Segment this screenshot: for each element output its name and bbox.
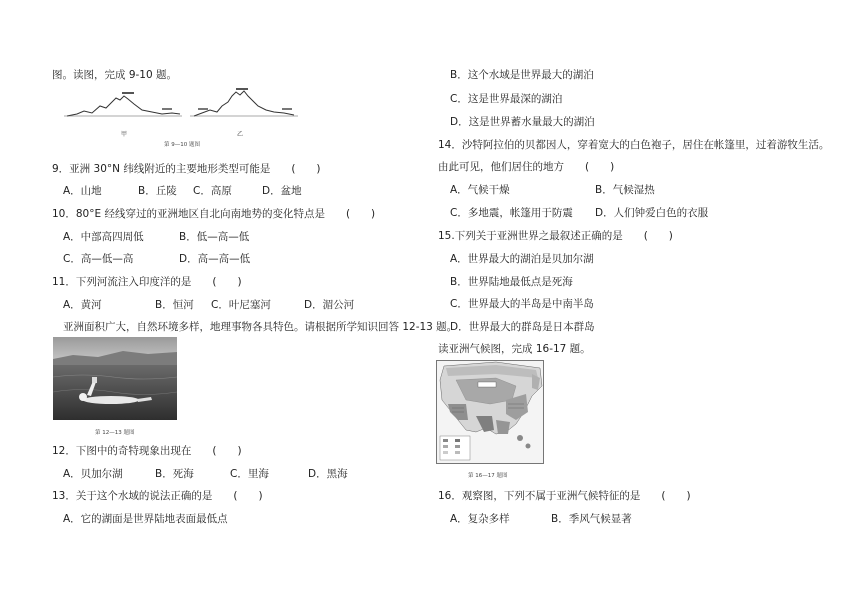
q10-option-c: C．高—低—高 [63,253,134,265]
label-yi: 乙 [237,131,244,138]
q10-option-a: A．中部高四周低 [63,231,144,243]
q11-option-a: A．黄河 [63,299,102,311]
q16-option-b: B．季风气候显著 [551,513,632,525]
q9-option-b: B．丘陵 [138,185,177,197]
figure-caption-16-17: 第 16—17 题图 [468,473,508,479]
q11-stem: 11．下列河流注入印度洋的是 ( ) [52,276,242,288]
q16-stem: 16．观察图，下列不属于亚洲气候特征的是 ( ) [438,490,691,502]
q11-option-d: D．湄公河 [304,299,355,311]
intro-9-10: 图。读图，完成 9-10 题。 [52,69,178,81]
q12-option-a: A．贝加尔湖 [63,468,123,480]
floating-person-photo [53,337,177,420]
q15-option-d: D．世界最大的群岛是日本群岛 [450,321,595,333]
q10-option-d: D．高—高—低 [179,253,251,265]
q12-option-d: D．黑海 [308,468,348,480]
q13-option-d: D．这是世界蓄水量最大的湖泊 [450,116,595,128]
q9-option-d: D．盆地 [262,185,302,197]
terrain-profile-figure [62,86,307,148]
q15-option-c: C．世界最大的半岛是中南半岛 [450,298,594,310]
q15-stem: 15.下列关于亚洲世界之最叙述正确的是 ( ) [438,230,673,242]
q14-stem-line1: 14．沙特阿拉伯的贝都因人，穿着宽大的白色袍子，居住在帐篷里，过着游牧生活。 [438,139,830,151]
q13-option-a: A．它的湖面是世界陆地表面最低点 [63,513,228,525]
q9-stem: 9．亚洲 30°N 纬线附近的主要地形类型可能是 ( ) [52,163,321,175]
q11-option-b: B．恒河 [155,299,194,311]
figure-caption-9-10: 第 9—10 题图 [164,142,200,148]
q14-option-c: C．多地震，帐篷用于防震 [450,207,573,219]
figure-caption-12-13: 第 12—13 题图 [95,430,135,436]
q12-stem: 12．下图中的奇特现象出现在 ( ) [52,445,242,457]
q10-stem: 10．80°E 经线穿过的亚洲地区自北向南地势的变化特点是 ( ) [52,208,376,220]
q15-option-b: B．世界陆地最低点是死海 [450,276,573,288]
q13-option-c: C．这是世界最深的湖泊 [450,93,563,105]
q14-option-d: D．人们钟爱白色的衣服 [595,207,709,219]
q16-option-a: A．复杂多样 [450,513,510,525]
q14-option-a: A．气候干燥 [450,184,510,196]
q15-option-a: A．世界最大的湖泊是贝加尔湖 [450,253,594,265]
intro-12-13: 亚洲面积广大，自然环境多样，地理事物各具特色。请根据所学知识回答 12-13 题。 [63,321,458,333]
q9-option-c: C．高原 [193,185,232,197]
q11-option-c: C．叶尼塞河 [211,299,271,311]
q14-option-b: B．气候湿热 [595,184,655,196]
q12-option-c: C．里海 [230,468,269,480]
q13-option-b: B．这个水域是世界最大的湖泊 [450,69,594,81]
q12-option-b: B．死海 [155,468,194,480]
q9-option-a: A．山地 [63,185,102,197]
q10-option-b: B．低—高—低 [179,231,250,243]
label-jia: 甲 [121,131,128,138]
intro-16-17: 读亚洲气候图，完成 16-17 题。 [438,343,591,355]
q13-stem: 13．关于这个水域的说法正确的是 ( ) [52,490,263,502]
q14-stem-line2: 由此可见，他们居住的地方 ( ) [438,161,615,173]
asia-climate-map [436,360,544,464]
